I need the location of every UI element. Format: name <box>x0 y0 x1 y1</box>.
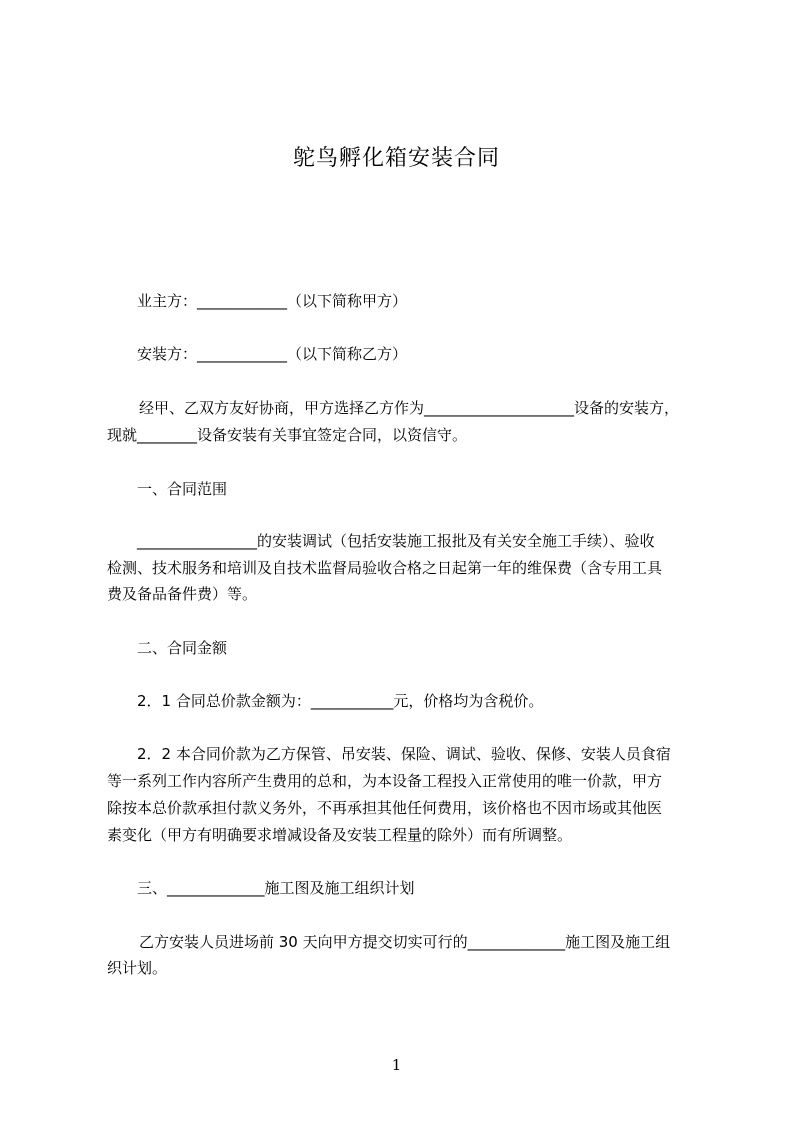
section-2-heading: 二、合同金额 <box>137 639 228 657</box>
clause-2-1: 2．1 合同总价款金额为：___________元，价格均为含税价。 <box>137 692 544 710</box>
section-1-line-2: 检测、技术服务和培训及自技术监督局验收合格之日起第一年的维保费（含专用工具 <box>107 559 663 577</box>
section-3-line-1: 乙方安装人员进场前 30 天向甲方提交切实可行的_____________施工图及施工组 <box>139 933 671 951</box>
intro-line-1: 经甲、乙双方友好协商，甲方选择乙方作为____________________设备的安装方， <box>139 399 680 417</box>
party-owner-line: 业主方：____________（以下简称甲方） <box>137 292 408 310</box>
document-title: 鸵鸟孵化箱安装合同 <box>292 146 500 171</box>
page-number: 1 <box>391 1056 402 1074</box>
clause-2-2-line-4: 素变化（甲方有明确要求增减设备及安装工程量的除外）而有所调整。 <box>107 826 573 844</box>
section-1-line-1: ________________的安装调试（包括安装施工报批及有关安全施工手续）、验收 <box>137 532 655 550</box>
section-1-line-3: 费及备品备件费）等。 <box>107 585 258 603</box>
party-installer-line: 安装方：____________（以下简称乙方） <box>137 345 408 363</box>
clause-2-2-line-1: 2．2 本合同价款为乙方保管、吊安装、保险、调试、验收、保修、安装人员食宿 <box>137 745 671 763</box>
clause-2-2-line-3: 除按本总价款承担付款义务外，不再承担其他任何费用，该价格也不因市场或其他医 <box>107 799 663 817</box>
intro-line-2: 现就________设备安装有关事宜签定合同，以资信守。 <box>107 426 468 444</box>
clause-2-2-line-2: 等一系列工作内容所产生费用的总和，为本设备工程投入正常使用的唯一价款，甲方 <box>107 772 663 790</box>
section-3-heading: 三、_____________施工图及施工组织计划 <box>137 879 415 897</box>
section-3-line-2: 织计划。 <box>107 959 168 977</box>
section-1-heading: 一、合同范围 <box>137 480 228 498</box>
